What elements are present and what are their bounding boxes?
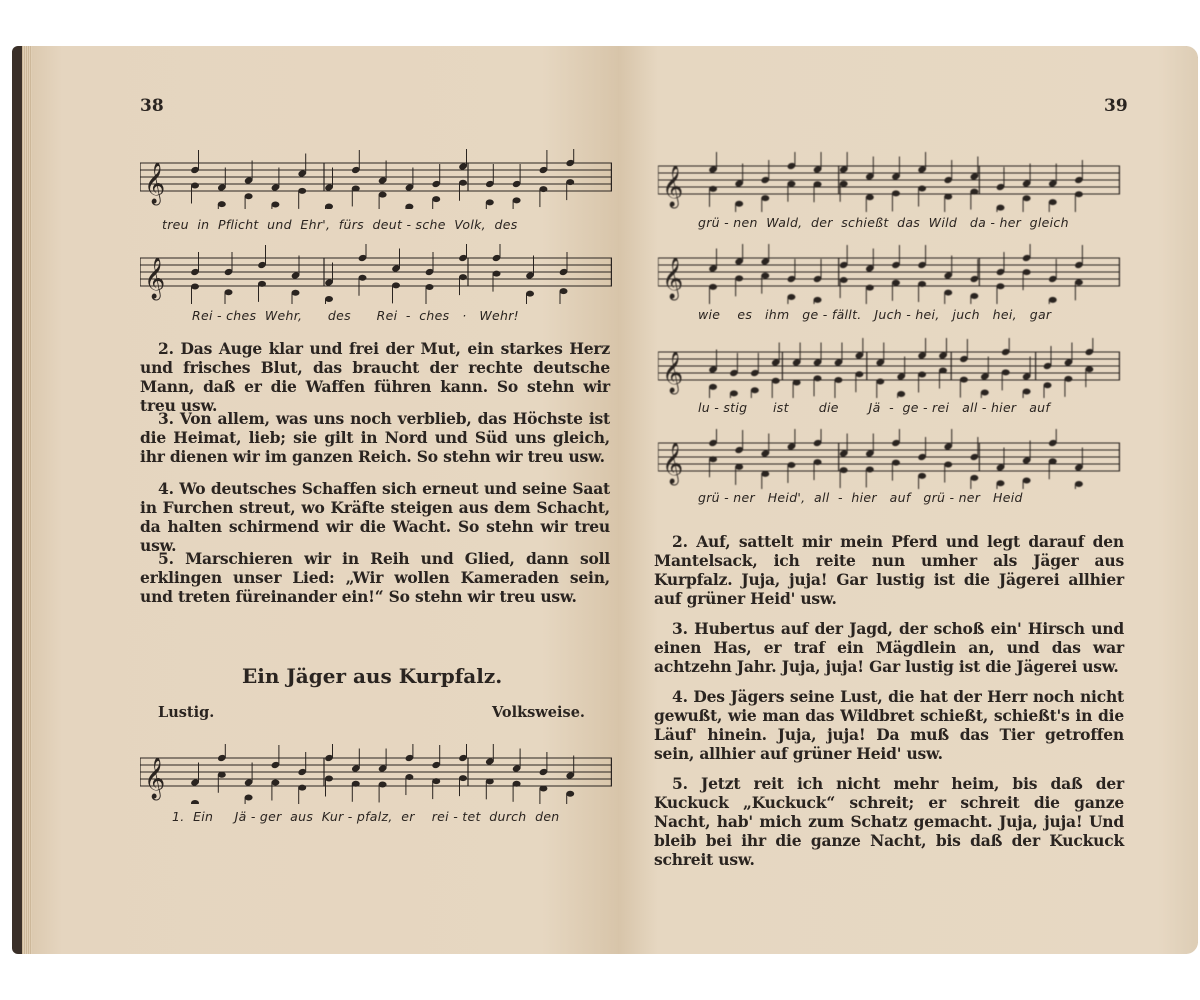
music-staff <box>658 338 1120 398</box>
stanza: 3. Von allem, was uns noch verblieb, das Höchste ist die Heimat, lieb; sie gilt in Nord und Süd uns gleich, ihr dienen wir im ganzen Reich. So stehn wir treu usw. <box>140 409 610 466</box>
song-lyric-line: grü - ner Heid', all - hier auf grü - ner Heid <box>698 490 1023 505</box>
note-head <box>1044 382 1052 388</box>
note-head <box>258 281 266 287</box>
note-head <box>996 480 1004 486</box>
music-staff <box>658 152 1120 212</box>
note-head <box>292 290 300 296</box>
note-head <box>876 378 884 384</box>
note-head <box>325 776 333 782</box>
note-head <box>944 194 952 200</box>
note-head <box>225 289 233 295</box>
note-head <box>1023 195 1031 201</box>
note-head <box>918 371 926 377</box>
note-head <box>1064 376 1072 382</box>
treble-clef-icon: 𝄞 <box>662 443 684 484</box>
note-head <box>1023 389 1031 395</box>
treble-clef-icon: 𝄞 <box>662 166 684 207</box>
note-head <box>426 284 434 290</box>
note-head <box>918 186 926 192</box>
music-staff <box>658 429 1120 489</box>
note-head <box>897 391 905 397</box>
note-head <box>709 384 717 390</box>
note-head <box>944 462 952 468</box>
note-head <box>359 275 367 281</box>
note-head <box>1002 369 1010 375</box>
note-head <box>1023 269 1031 275</box>
note-head <box>392 282 400 288</box>
treble-clef-icon: 𝄞 <box>662 352 684 393</box>
note-head <box>751 387 759 393</box>
note-head <box>405 774 413 780</box>
stanza: 3. Hubertus auf der Jagd, der schoß ein' Hirsch und einen Has, er traf ein Mägdlein an, und das war achtzehn Jahr. Juja, juja! Gar lustig ist die Jägerei usw. <box>654 619 1124 676</box>
treble-clef-icon: 𝄞 <box>144 758 166 799</box>
scan-border-top <box>0 0 1200 46</box>
note-head <box>526 291 534 297</box>
music-staff <box>140 149 612 209</box>
note-head <box>1075 191 1083 197</box>
note-head <box>1049 297 1057 303</box>
page-edges <box>22 46 32 954</box>
open-book <box>12 46 1198 954</box>
note-head <box>191 283 199 289</box>
note-head <box>970 293 978 299</box>
note-head <box>970 189 978 195</box>
note-head <box>709 284 717 290</box>
note-head <box>960 377 968 383</box>
note-head <box>379 192 387 198</box>
note-head <box>787 462 795 468</box>
note-head <box>709 456 717 462</box>
note-head <box>560 288 568 294</box>
song-lyric-line: lu - stig ist die Jä - ge - rei all - hier auf <box>698 400 1051 415</box>
note-head <box>981 390 989 396</box>
note-head <box>271 202 279 208</box>
note-head <box>735 201 743 207</box>
note-head <box>298 188 306 194</box>
note-head <box>539 785 547 791</box>
note-head <box>892 190 900 196</box>
note-head <box>539 186 547 192</box>
note-head <box>840 467 848 473</box>
note-head <box>840 181 848 187</box>
song-lyric-line: 1. Ein Jä - ger aus Kur - pfalz, er rei - tet durch den <box>172 809 560 824</box>
song-lyric-line: Rei - ches Wehr, des Rei - ches · Wehr! <box>192 308 519 323</box>
note-head <box>970 475 978 481</box>
treble-clef-icon: 𝄞 <box>144 258 166 299</box>
note-head <box>325 296 333 302</box>
note-head <box>486 778 494 784</box>
note-head <box>1023 478 1031 484</box>
note-head <box>730 390 738 396</box>
note-head <box>735 464 743 470</box>
stanza: 2. Das Auge klar und frei der Mut, ein starkes Herz und frisches Blut, das braucht der rechte deutsche Mann, daß er die Waffen führen kann. So stehn wir treu usw. <box>140 339 610 415</box>
note-head <box>814 459 822 465</box>
note-head <box>493 271 501 277</box>
note-head <box>1049 199 1057 205</box>
note-head <box>459 775 467 781</box>
note-head <box>793 379 801 385</box>
stanza: 4. Des Jägers seine Lust, die hat der Herr noch nicht gewußt, wie man das Wildbret schießt, schießt's in die Läuf' hinein. Juja, juja! Da muß das Tier getroffen sein, allhier auf grüner Heid' usw. <box>654 687 1124 763</box>
note-head <box>866 466 874 472</box>
note-head <box>996 283 1004 289</box>
treble-clef-icon: 𝄞 <box>662 258 684 299</box>
note-head <box>1085 366 1093 372</box>
note-head <box>855 371 863 377</box>
note-head <box>892 280 900 286</box>
note-head <box>840 277 848 283</box>
note-head <box>892 460 900 466</box>
note-head <box>191 183 199 189</box>
note-head <box>486 199 494 205</box>
note-head <box>352 185 360 191</box>
music-staff <box>140 244 612 304</box>
note-head <box>735 275 743 281</box>
note-head <box>218 201 226 207</box>
note-head <box>939 368 947 374</box>
note-head <box>918 473 926 479</box>
note-head <box>245 193 253 199</box>
note-head <box>814 375 822 381</box>
note-head <box>271 780 279 786</box>
note-head <box>814 297 822 303</box>
composer-attribution: Volksweise. <box>492 704 585 721</box>
note-head <box>325 204 333 209</box>
stanza: 5. Jetzt reit ich nicht mehr heim, bis daß der Kuckuck „Kuckuck“ schreit; er schreit die ganze Nacht, hab' mich zum Schatz gemacht. Juja, juja! Und bleib bei ihr die ganze Nacht, bis daß der Kuckuck schreit usw. <box>654 774 1124 869</box>
note-head <box>405 204 413 209</box>
note-head <box>814 181 822 187</box>
note-head <box>566 791 574 797</box>
left-page <box>22 46 618 954</box>
note-head <box>787 181 795 187</box>
note-head <box>513 197 521 203</box>
note-head <box>772 378 780 384</box>
note-head <box>944 290 952 296</box>
music-staff <box>140 744 612 804</box>
note-head <box>996 205 1004 211</box>
song-title: Ein Jäger aus Kurpfalz. <box>242 664 503 688</box>
song-lyric-line: treu in Pflicht und Ehr', fürs deut - sche Volk, des <box>162 217 518 232</box>
song-lyric-line: wie es ihm ge - fällt. Juch - hei, juch hei, gar <box>698 307 1052 322</box>
right-page <box>618 46 1198 954</box>
note-head <box>379 781 387 787</box>
tempo-marking: Lustig. <box>158 704 215 721</box>
music-staff <box>658 244 1120 304</box>
stanza: 4. Wo deutsches Schaffen sich erneut und seine Saat in Furchen streut, wo Kräfte steigen aus dem Schacht, da halten schirmend wir die Wacht. So stehn wir treu usw. <box>140 479 610 555</box>
note-head <box>787 294 795 300</box>
note-head <box>918 281 926 287</box>
note-head <box>761 195 769 201</box>
note-head <box>866 194 874 200</box>
note-head <box>709 186 717 192</box>
note-head <box>459 180 467 186</box>
note-head <box>432 196 440 202</box>
page-number: 38 <box>140 96 164 116</box>
note-head <box>1075 481 1083 487</box>
note-head <box>459 274 467 280</box>
note-head <box>298 785 306 791</box>
note-head <box>191 800 199 804</box>
note-head <box>245 794 253 800</box>
stanza: 5. Marschieren wir in Reih und Glied, dann soll erklingen unser Lied: „Wir wollen Kameraden sein, und treten füreinander ein!“ So stehn wir treu usw. <box>140 549 610 606</box>
note-head <box>513 781 521 787</box>
note-head <box>834 377 842 383</box>
note-head <box>1049 458 1057 464</box>
note-head <box>432 778 440 784</box>
note-head <box>566 179 574 185</box>
note-head <box>218 772 226 778</box>
note-head <box>761 273 769 279</box>
note-head <box>352 781 360 787</box>
song-lyric-line: grü - nen Wald, der schießt das Wild da - her gleich <box>698 215 1069 230</box>
note-head <box>866 285 874 291</box>
note-head <box>761 471 769 477</box>
treble-clef-icon: 𝄞 <box>144 163 166 204</box>
note-head <box>1075 279 1083 285</box>
stanza: 2. Auf, sattelt mir mein Pferd und legt darauf den Mantelsack, ich reite nun umher als Jäger aus Kurpfalz. Juja, juja! Gar lustig ist die Jägerei allhier auf grüner Heid' usw. <box>654 532 1124 608</box>
page-number: 39 <box>1104 96 1128 116</box>
